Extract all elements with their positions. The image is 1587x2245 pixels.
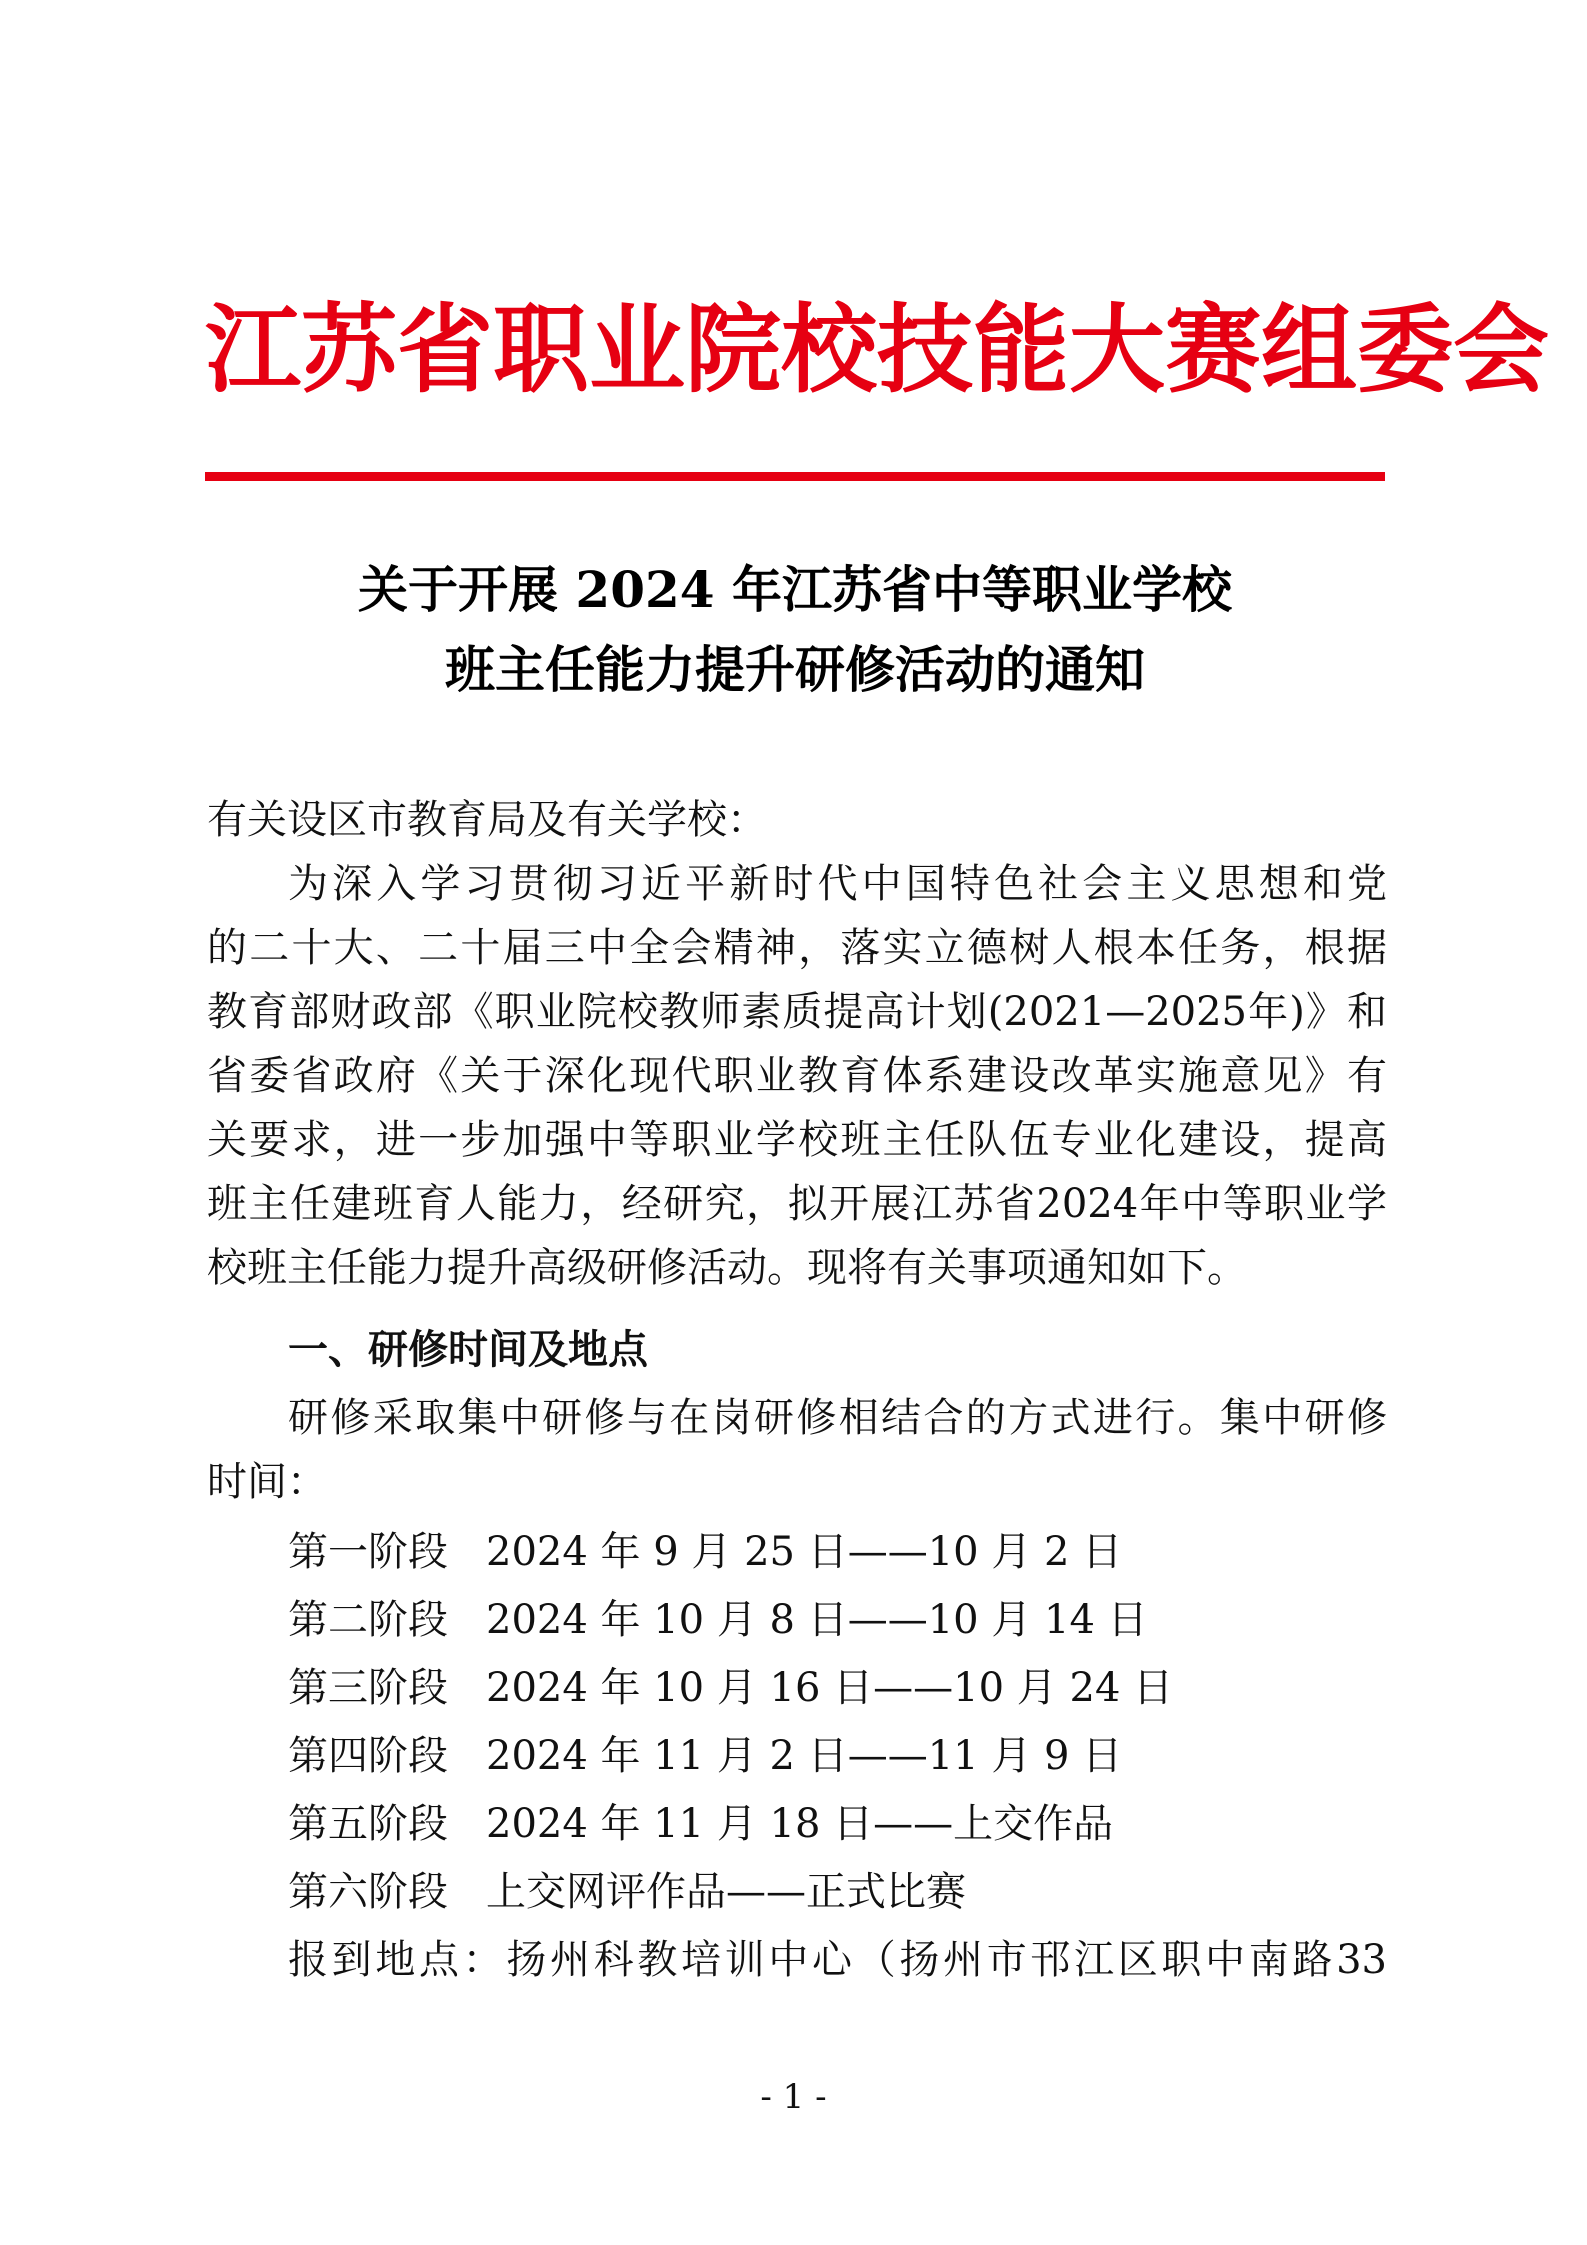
stage-dates: 2024 年 10 月 16 日——10 月 24 日: [486, 1665, 1174, 1711]
stage-dates: 2024 年 10 月 8 日——10 月 14 日: [486, 1597, 1148, 1643]
page-number: - 1 -: [760, 2077, 827, 2117]
stage-row: [288, 1522, 1122, 1582]
stage-label: 第一阶段: [288, 1529, 448, 1575]
document-title-line-2: 班主任能力提升研修活动的通知: [445, 640, 1145, 699]
intro-line: 班主任建班育人能力，经研究，拟开展江苏省2024年中等职业学: [207, 1181, 1387, 1227]
stage-label: 第三阶段: [288, 1665, 448, 1711]
section-line: 研修采取集中研修与在岗研修相结合的方式进行。集中研修: [288, 1395, 1387, 1441]
intro-line: 的二十大、二十届三中全会精神，落实立德树人根本任务，根据: [207, 925, 1387, 971]
stage-dates: 2024 年 11 月 2 日——11 月 9 日: [486, 1733, 1123, 1779]
issuer-header: 江苏省职业院校技能大赛组委会: [205, 293, 1549, 406]
stage-label: 第六阶段: [288, 1869, 448, 1915]
location-line: 报到地点：扬州科教培训中心（扬州市邗江区职中南路33: [288, 1937, 1387, 1983]
intro-line: 为深入学习贯彻习近平新时代中国特色社会主义思想和党: [288, 861, 1387, 907]
section-line: 时间：: [207, 1459, 327, 1505]
red-divider: [205, 472, 1385, 481]
stage-label: 第二阶段: [288, 1597, 448, 1643]
document-title-line-1: 关于开展 2024 年江苏省中等职业学校: [358, 560, 1232, 619]
stage-row: [288, 1726, 1122, 1786]
intro-line: 教育部财政部《职业院校教师素质提高计划(2021—2025年)》和: [207, 989, 1387, 1035]
stage-label: 第四阶段: [288, 1733, 448, 1779]
stage-dates: 2024 年 11 月 18 日——上交作品: [486, 1801, 1114, 1847]
stage-dates: 上交网评作品——正式比赛: [486, 1869, 966, 1915]
intro-line: 省委省政府《关于深化现代职业教育体系建设改革实施意见》有: [207, 1053, 1387, 1099]
section-heading: 一、研修时间及地点: [288, 1327, 648, 1373]
stage-dates: 2024 年 9 月 25 日——10 月 2 日: [486, 1529, 1123, 1575]
intro-line: 校班主任能力提升高级研修活动。现将有关事项通知如下。: [207, 1245, 1247, 1291]
salutation: 有关设区市教育局及有关学校：: [207, 797, 767, 843]
intro-line: 关要求，进一步加强中等职业学校班主任队伍专业化建设，提高: [207, 1117, 1387, 1163]
stage-label: 第五阶段: [288, 1801, 448, 1847]
stage-row: [288, 1794, 1113, 1854]
stage-row: [288, 1590, 1148, 1650]
stage-row: [288, 1658, 1173, 1718]
stage-row: [288, 1862, 966, 1922]
